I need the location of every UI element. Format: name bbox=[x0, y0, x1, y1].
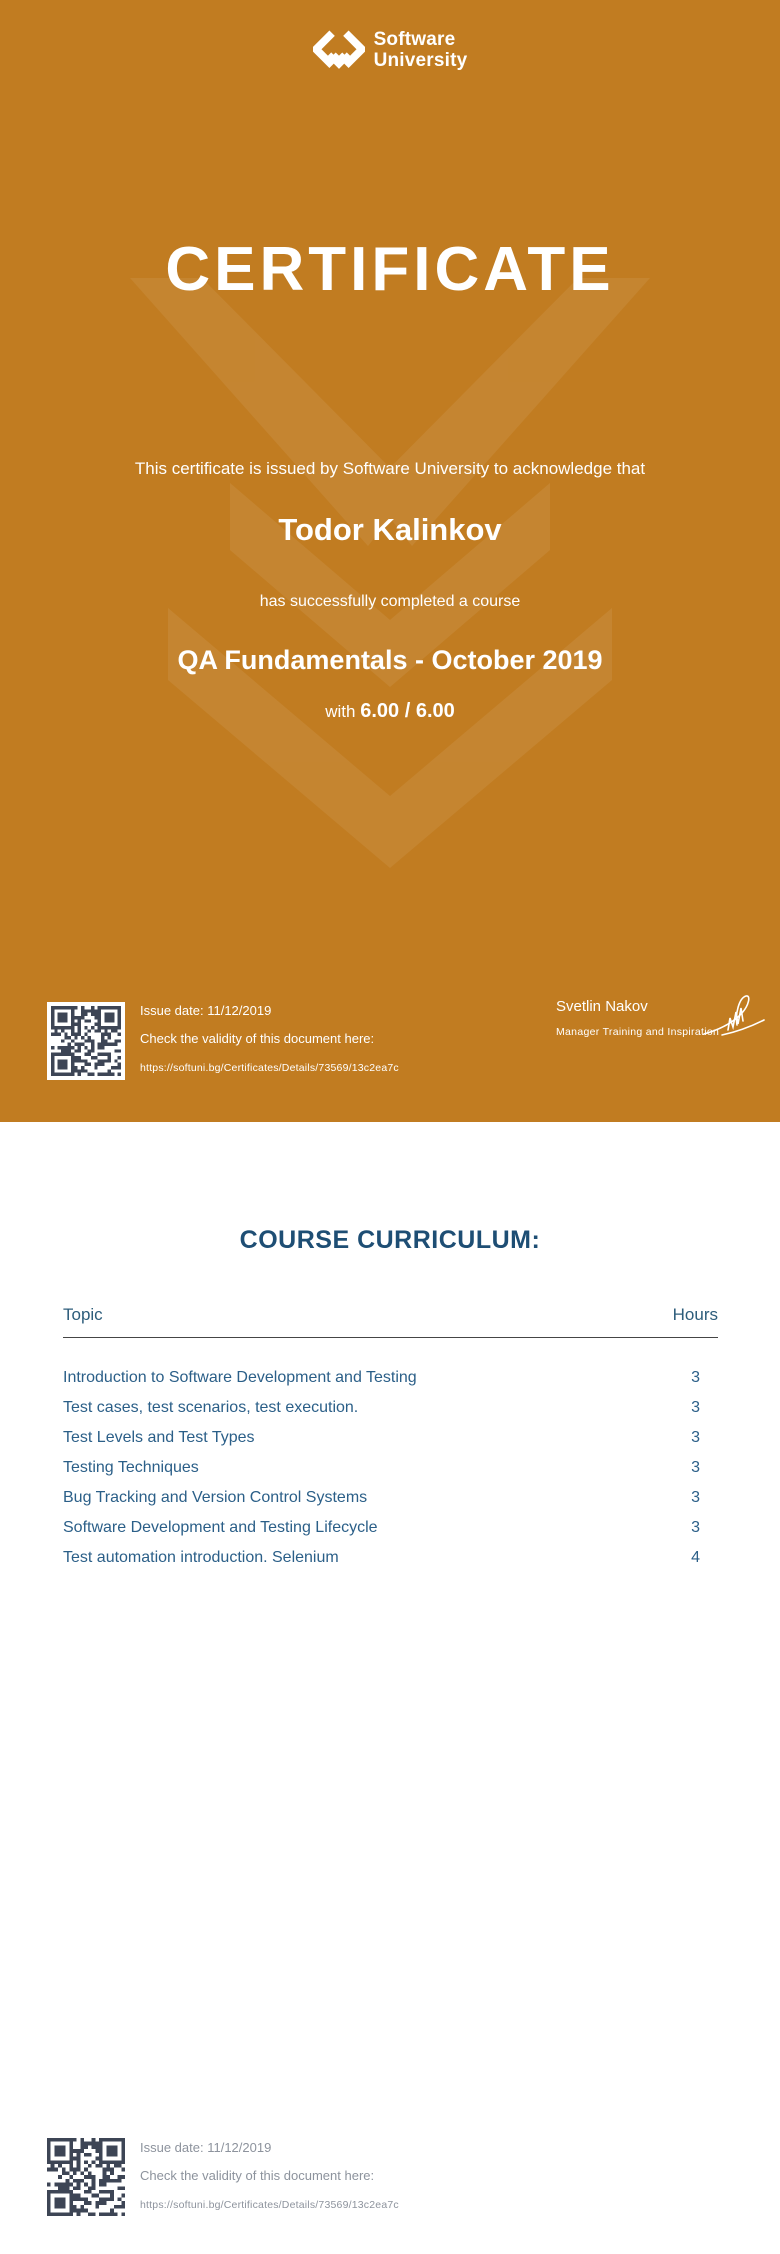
curriculum-topic: Test cases, test scenarios, test execution. bbox=[63, 1399, 359, 1416]
curriculum-row bbox=[63, 1453, 718, 1483]
score-line bbox=[0, 700, 780, 723]
signer-title: Manager Training and Inspiration bbox=[556, 1026, 720, 1038]
softuni-watermark-icon bbox=[110, 278, 670, 868]
curriculum-row bbox=[63, 1393, 718, 1423]
curriculum-topic: Introduction to Software Development and Testing bbox=[63, 1369, 417, 1386]
curriculum-table bbox=[63, 1305, 718, 1573]
recipient-name: Todor Kalinkov bbox=[278, 512, 502, 547]
signer-name: Svetlin Nakov bbox=[556, 998, 648, 1015]
curriculum-topic: Test Levels and Test Types bbox=[63, 1429, 255, 1446]
curriculum-topic: Software Development and Testing Lifecycle bbox=[63, 1519, 378, 1536]
certificate-title: CERTIFICATE bbox=[165, 235, 615, 304]
curriculum-hours: 3 bbox=[691, 1399, 700, 1416]
issued-by-line: This certificate is issued by Software University to acknowledge that bbox=[134, 459, 646, 478]
curriculum-hours: 3 bbox=[691, 1489, 700, 1506]
qr-code bbox=[47, 1002, 125, 1080]
curriculum-topic: Testing Techniques bbox=[63, 1459, 199, 1476]
footer-validity-url-link[interactable]: https://softuni.bg/Certificates/Details/73569/13c2ea7c bbox=[140, 2199, 399, 2211]
curriculum-topic: Bug Tracking and Version Control Systems bbox=[63, 1489, 368, 1506]
curriculum-hours: 4 bbox=[691, 1549, 700, 1566]
qr-code-footer bbox=[47, 2138, 125, 2216]
validity-label: Check the validity of this document here: bbox=[140, 1031, 375, 1046]
completed-line: has successfully completed a course bbox=[259, 593, 521, 610]
curriculum-topic: Test automation introduction. Selenium bbox=[63, 1549, 339, 1566]
softuni-logo-icon bbox=[313, 28, 365, 72]
score-value: 6.00 / 6.00 bbox=[360, 700, 455, 722]
softuni-logo-text: Software University bbox=[373, 29, 468, 71]
softuni-logo bbox=[0, 28, 780, 72]
curriculum-hours: 3 bbox=[691, 1459, 700, 1476]
course-name: QA Fundamentals - October 2019 bbox=[177, 645, 603, 675]
footer-issue-date: Issue date: 11/12/2019 bbox=[140, 2140, 272, 2155]
curriculum-rows bbox=[63, 1338, 718, 1573]
footer-validity-label: Check the validity of this document here: bbox=[140, 2168, 375, 2183]
curriculum-heading: COURSE CURRICULUM: bbox=[239, 1226, 541, 1254]
curriculum-hours: 3 bbox=[691, 1519, 700, 1536]
issue-date: Issue date: 11/12/2019 bbox=[140, 1003, 272, 1018]
curriculum-table-header bbox=[63, 1305, 718, 1338]
signer-block bbox=[556, 998, 719, 1038]
curriculum-row bbox=[63, 1363, 718, 1393]
curriculum-row bbox=[63, 1423, 718, 1453]
column-header-topic: Topic bbox=[63, 1305, 103, 1324]
column-header-hours: Hours bbox=[672, 1305, 718, 1324]
curriculum-hours: 3 bbox=[691, 1429, 700, 1446]
curriculum-row bbox=[63, 1513, 718, 1543]
score-label: with bbox=[325, 702, 361, 721]
footer-meta bbox=[140, 2140, 399, 2211]
validity-url-link[interactable]: https://softuni.bg/Certificates/Details/73569/13c2ea7c bbox=[140, 1062, 399, 1074]
curriculum-row bbox=[63, 1543, 718, 1573]
certificate-panel bbox=[0, 0, 780, 1122]
curriculum-row bbox=[63, 1483, 718, 1513]
certificate-meta bbox=[140, 1003, 399, 1074]
signature-icon bbox=[702, 988, 766, 1044]
curriculum-hours: 3 bbox=[691, 1369, 700, 1386]
